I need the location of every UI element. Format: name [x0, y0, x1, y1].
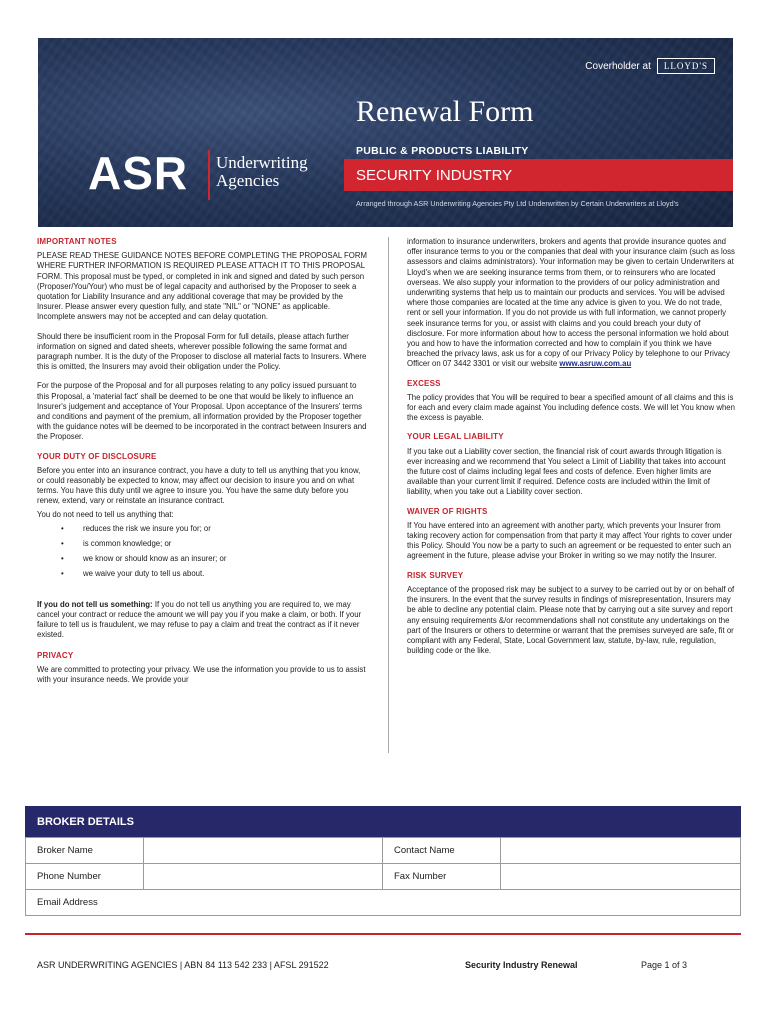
logo-subtext: [216, 154, 308, 190]
broker-details-title: BROKER DETAILS: [37, 816, 134, 828]
important-paragraph-2: Should there be insufficient room in the Proposal Form for full details, please attach further information on signed and dated sheets, wherever possible following the same format and paragraph number. It is the duty of the Proposer to disclose all material facts to Insurers. Where this is omitted, the Insurers may avoid their obligation under the Policy.: [37, 331, 367, 372]
page-subtitle: PUBLIC & PRODUCTS LIABILITY: [356, 145, 529, 157]
logo-main-text: ASR: [88, 147, 189, 199]
waiver-heading: WAIVER OF RIGHTS: [407, 506, 488, 516]
legal-heading: YOUR LEGAL LIABILITY: [407, 432, 504, 442]
contact-name-field[interactable]: [500, 837, 741, 864]
coverholder-text: Coverholder at: [585, 60, 651, 72]
contact-name-label: Contact Name: [382, 837, 501, 864]
industry-label: SECURITY INDUSTRY: [356, 167, 513, 184]
column-divider: [388, 237, 389, 753]
fax-number-label: Fax Number: [382, 863, 501, 890]
important-heading: IMPORTANT NOTES: [37, 237, 117, 246]
if-not-tell-text: If you do not tell us anything you are required to, we may cancel your contract or reduce the amount we will pay you if you make a claim, or both. If your failure to tell us is fraudulent, we may refuse to pay a claim and treat the contract as if it never existed.: [37, 599, 362, 640]
footer-document-name: Security Industry Renewal: [465, 960, 578, 970]
list-item: • reduces the risk we insure you for; or: [37, 524, 367, 534]
lloyds-logo: LLOYD'S: [657, 58, 715, 74]
footer-company: ASR UNDERWRITING AGENCIES | ABN 84 113 542 233 | AFSL 291522: [37, 960, 329, 970]
duty-paragraph-2: You do not need to tell us anything that:: [37, 509, 174, 519]
page-title: Renewal Form: [356, 95, 534, 128]
asr-logo: [88, 148, 318, 208]
footer-rule: [25, 933, 741, 935]
logo-line-2: Agencies: [216, 171, 280, 190]
excess-paragraph: The policy provides that You will be required to bear a specified amount of all claims and this is for each and every claim made against You including defence costs. We will let You know when the excess is payable.: [407, 392, 735, 423]
fax-number-field[interactable]: [500, 863, 741, 890]
privacy-continued-text: information to insurance underwriters, brokers and agents that provide insurance quotes and offer insurance terms to you or the companies that deal with your insurance claim (such as loss assessors and claims administrators). Your information may be given to certain Underwriters at Lloyd's when we are seeking insurance terms from them, or to reinsurers who are located overseas. We also supply your information to the providers of our policy administration and underwriting systems that help us to maintain our products and services. You will be advised where those companies are located at the time any advice is given to you. We do not trade, rent or sell your information. If you do not provide us with full information, we cannot properly seek insurance terms for you, or assist with claims and you could breach your duty of disclosure. For more information about how to access the personal information we hold about you and how to have the information corrected and how to complain if you think we have breached the privacy laws, ask us for a copy of our Privacy Policy by telephone to our Privacy Officer on 07 3442 3301 or visit our website: [407, 237, 735, 369]
broker-name-label: Broker Name: [25, 837, 144, 864]
privacy-continued: [407, 237, 735, 370]
header-banner: [38, 38, 733, 227]
footer-page-number: Page 1 of 3: [641, 960, 688, 970]
if-not-tell-paragraph: [37, 600, 367, 641]
phone-number-field[interactable]: [143, 863, 383, 890]
privacy-paragraph: We are committed to protecting your privacy. We use the information you provide to us to assist with your insurance needs. We provide your: [37, 664, 366, 684]
excess-heading: EXCESS: [407, 378, 441, 388]
website-link[interactable]: www.asruw.com.au: [559, 359, 632, 369]
important-paragraph-3: For the purpose of the Proposal and for all purposes relating to any policy issued pursuant to this Proposal, a 'material fact' shall be deemed to be one that would be likely to influence an Insurer's judgement and acceptance of Your Proposal. Upon acceptance of the Insurers' terms and conditions and payment of the premium, all information provided by the Proposer together with the guidance notes will be deemed to be incorporated in the contract between Insurers and the Proposer.: [37, 381, 367, 442]
list-item: • we waive your duty to tell us about.: [37, 569, 367, 579]
email-address-field[interactable]: [25, 889, 741, 916]
waiver-paragraph: If You have entered into an agreement with another party, which prevents your Insurer from taking recovery action for compensation from that party it may affect Your rights to cover under this Policy. Should You now be a party to such an agreement or be requested to enter such an agreement in the future, please advise your Broker in writing so we may notify the Insurer.: [407, 520, 733, 561]
left-column: [37, 237, 367, 694]
duty-heading: YOUR DUTY OF DISCLOSURE: [37, 451, 157, 461]
legal-paragraph: If you take out a Liability cover section, the financial risk of court awards through litigation is ever increasing and we recommend that You select a Limit of Liability that takes into account the future cost of claims including legal fees and costs of defence. Even higher limits are available than your current limit if required. Defence costs are included within the limit of liability, when you take out a Liability cover section.: [407, 446, 726, 497]
duty-paragraph-1: Before you enter into an insurance contract, you have a duty to tell us anything that you know, or could reasonably be expected to know, may affect our decision to insure you and on what terms. You have this duty until we agree to insure you. You have the same duty before you renew, extend, vary or reinstate an insurance contract.: [37, 465, 361, 506]
important-paragraph-1: PLEASE READ THESE GUIDANCE NOTES BEFORE COMPLETING THE PROPOSAL FORM WHERE FURTHER INFORMATION IS REQUIRED PLEASE ATTACH IT TO THIS PROPOSAL FORM. This proposal must be typed, or completed in ink and signed and dated by such person (Proposer/You/Your) who must be of legal capacity and authorised by the Proposer to seek a quotation for Liability Insurance and any additional coverage that may be provided by the Insurer. Please answer every question fully, and state "NIL" or "NONE" as applicable. Incomplete answers may not be accepted and can delay quotation.: [37, 251, 367, 322]
broker-name-field[interactable]: [143, 837, 383, 864]
industry-bar: [344, 159, 733, 191]
duty-bullet-list: [37, 524, 367, 580]
broker-details-header: [25, 806, 741, 837]
right-column: [407, 237, 735, 665]
logo-line-1: Underwriting: [216, 153, 308, 172]
list-item: • we know or should know as an insurer; or: [37, 554, 367, 564]
list-item: • is common knowledge; or: [37, 539, 367, 549]
if-not-tell-bold: If you do not tell us something:: [37, 599, 153, 609]
survey-paragraph: Acceptance of the proposed risk may be subject to a survey to be carried out by or on behalf of the insurers. In the event that the survey results in findings of misrepresentation, Insurers may be able to decline any potential claim. Please note that by carrying out a site survey and report any ensuing requirements &/or recommendations shall not constitute any undertakings on the part of the Insurers or others to determine or warrant that the premises surveyed are safe, fit or compliant with any Federal, State, Local Government law, statute, by-law, rule, regulation, building code or the like.: [407, 584, 735, 656]
logo-divider: [208, 150, 210, 200]
survey-heading: RISK SURVEY: [407, 570, 464, 580]
arranged-note: Arranged through ASR Underwriting Agencies Pty Ltd Underwritten by Certain Underwriters at Lloyd's: [356, 199, 679, 208]
email-address-label: Email Address: [37, 897, 98, 908]
coverholder-badge: [585, 58, 715, 74]
privacy-heading: PRIVACY: [37, 650, 74, 660]
phone-number-label: Phone Number: [25, 863, 144, 890]
broker-details-table: [25, 837, 741, 916]
